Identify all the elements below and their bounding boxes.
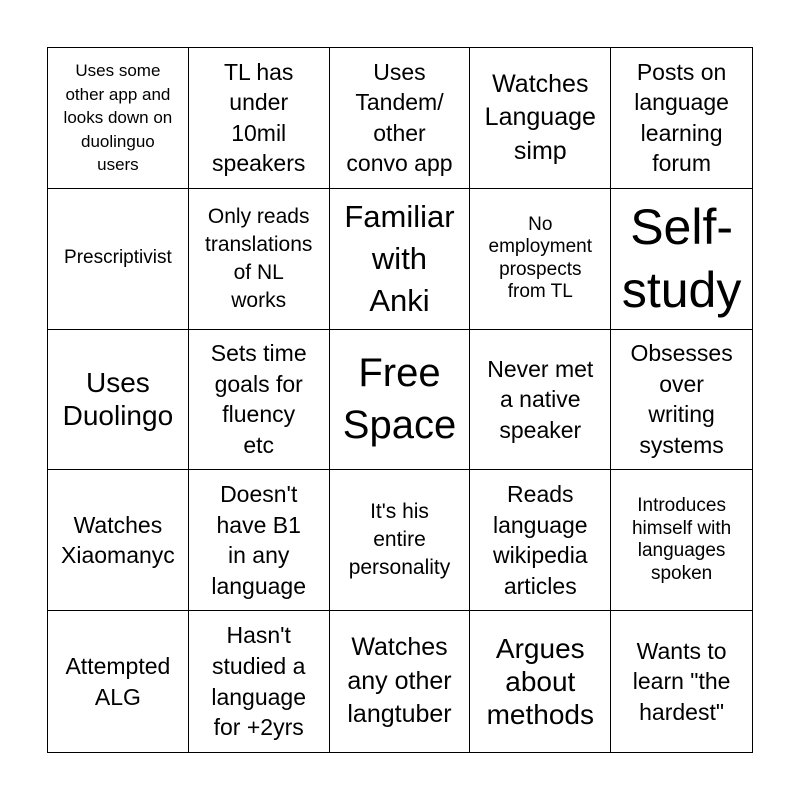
bingo-cell[interactable] (48, 189, 189, 330)
cell-label: Watches any other langtuber (347, 633, 452, 729)
cell-label: Obsesses over writing systems (630, 340, 733, 459)
bingo-cell[interactable] (48, 611, 189, 752)
bingo-cell[interactable] (48, 330, 189, 471)
bingo-cell[interactable] (330, 470, 471, 611)
bingo-cell[interactable] (48, 470, 189, 611)
cell-label: Sets time goals for fluency etc (210, 340, 307, 459)
bingo-cell[interactable] (330, 48, 471, 189)
bingo-cell[interactable] (470, 330, 611, 471)
bingo-cell[interactable] (611, 189, 752, 330)
bingo-cell[interactable] (611, 611, 752, 752)
bingo-cell[interactable] (189, 611, 330, 752)
bingo-cell[interactable] (470, 611, 611, 752)
bingo-cell[interactable] (189, 330, 330, 471)
cell-label: Never met a native speaker (487, 355, 594, 443)
cell-label: Doesn't have B1 in any language (211, 481, 307, 599)
cell-label: Watches Language simp (484, 69, 596, 165)
bingo-cell[interactable] (189, 470, 330, 611)
cell-label: Only reads translations of NL works (205, 204, 313, 312)
cell-label: Wants to learn "the hardest" (632, 637, 731, 725)
bingo-cell[interactable] (330, 330, 471, 471)
cell-label: Free Space (342, 351, 457, 448)
bingo-cell[interactable] (470, 189, 611, 330)
bingo-cell[interactable] (189, 48, 330, 189)
cell-label: Argues about methods (486, 633, 594, 731)
bingo-board (47, 47, 753, 753)
cell-label: No employment prospects from TL (488, 213, 593, 303)
cell-label: Watches Xiaomanyc (61, 511, 175, 569)
cell-label: Uses Tandem/ other convo app (346, 58, 453, 177)
bingo-cell[interactable] (330, 189, 471, 330)
cell-label: Introduces himself with languages spoken (631, 495, 732, 584)
cell-label: Uses some other app and looks down on duolinguo users (63, 61, 173, 175)
bingo-cell[interactable] (611, 48, 752, 189)
cell-label: It's his entire personality (348, 500, 451, 580)
cell-label: Attempted ALG (65, 653, 171, 710)
bingo-cell[interactable] (48, 48, 189, 189)
cell-label: Reads language wikipedia articles (492, 481, 588, 599)
cell-label: Posts on language learning forum (634, 58, 729, 177)
bingo-cell[interactable] (330, 611, 471, 752)
cell-label: Familiar with Anki (344, 198, 455, 318)
cell-label: Uses Duolingo (62, 367, 174, 432)
bingo-cell[interactable] (470, 470, 611, 611)
cell-label: Hasn't studied a language for +2yrs (211, 622, 307, 741)
bingo-cell[interactable] (470, 48, 611, 189)
cell-label: Self- study (621, 199, 742, 318)
bingo-cell[interactable] (611, 330, 752, 471)
cell-label: Prescriptivist (64, 247, 172, 269)
bingo-cell[interactable] (189, 189, 330, 330)
cell-label: TL has under 10mil speakers (212, 58, 306, 177)
bingo-cell[interactable] (611, 470, 752, 611)
